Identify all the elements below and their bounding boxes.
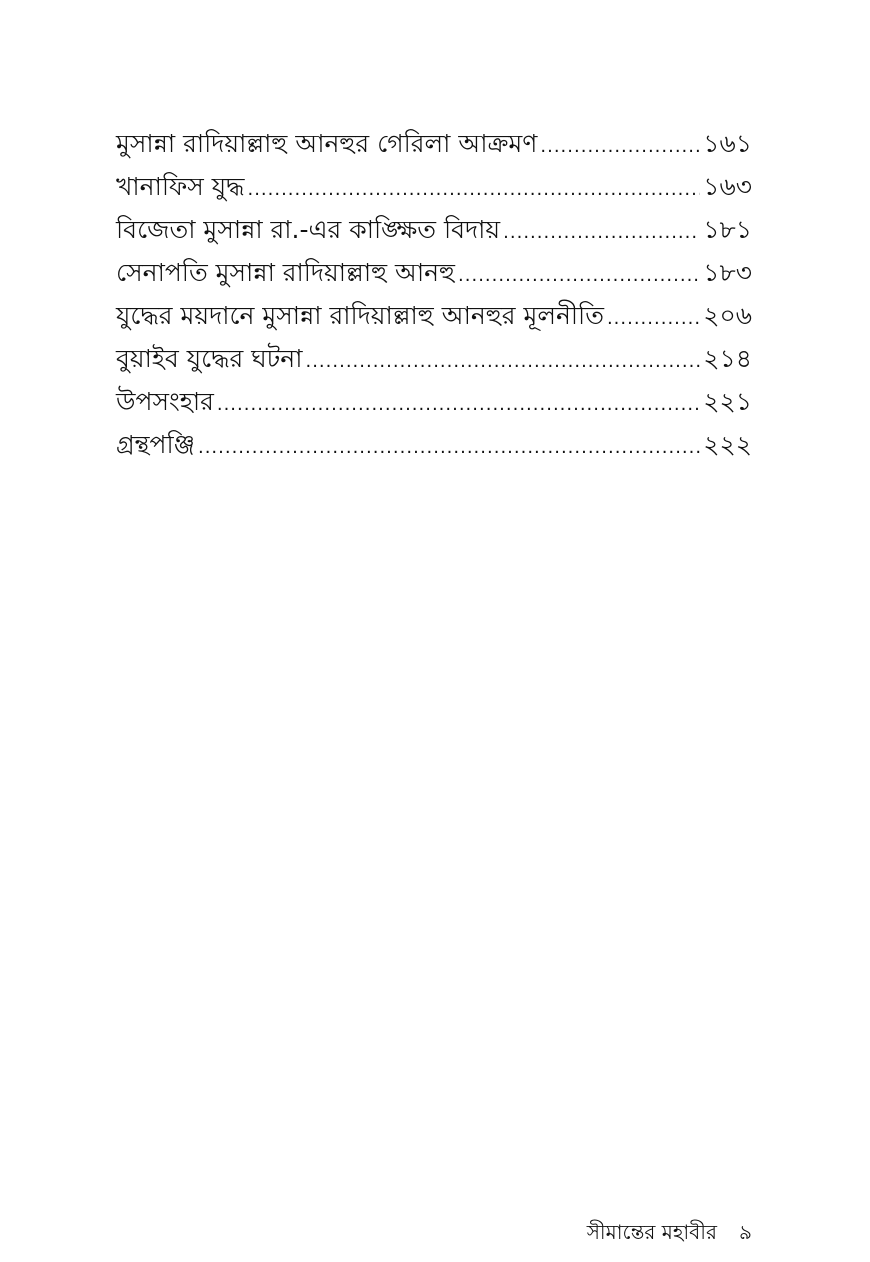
dot-leader bbox=[198, 426, 700, 469]
dot-leader bbox=[458, 254, 700, 297]
dot-leader bbox=[540, 125, 700, 168]
toc-entry-title: যুদ্ধের ময়দানে মুসান্না রাদিয়াল্লাহু আনহুর মূলনীতি bbox=[116, 301, 604, 330]
toc-entry-page: ১৮৩ bbox=[703, 258, 752, 287]
toc-entry[interactable] bbox=[116, 294, 752, 337]
toc-entry[interactable] bbox=[116, 423, 752, 466]
dot-leader bbox=[217, 383, 700, 426]
toc-entry-title: বিজেতা মুসান্না রা.-এর কাঙ্ক্ষিত বিদায় bbox=[116, 215, 501, 244]
toc-entry-title: সেনাপতি মুসান্না রাদিয়াল্লাহু আনহু bbox=[116, 258, 456, 287]
dot-leader bbox=[247, 168, 700, 211]
toc-entry[interactable] bbox=[116, 122, 752, 165]
page-number: ৯ bbox=[739, 1220, 752, 1244]
table-of-contents bbox=[116, 122, 752, 466]
toc-entry[interactable] bbox=[116, 337, 752, 380]
toc-entry[interactable] bbox=[116, 208, 752, 251]
toc-entry-title: মুসান্না রাদিয়াল্লাহু আনহুর গেরিলা আক্রমণ bbox=[116, 129, 538, 158]
toc-entry[interactable] bbox=[116, 165, 752, 208]
dot-leader bbox=[503, 211, 700, 254]
toc-entry-page: ১৬১ bbox=[703, 129, 752, 158]
toc-entry-page: ২২২ bbox=[703, 430, 752, 459]
toc-entry-page: ২১৪ bbox=[703, 344, 752, 373]
dot-leader bbox=[607, 297, 700, 340]
toc-entry-title: গ্রন্থপঞ্জি bbox=[116, 430, 195, 459]
toc-entry[interactable] bbox=[116, 251, 752, 294]
toc-entry-title: বুয়াইব যুদ্ধের ঘটনা bbox=[116, 344, 303, 373]
toc-entry-page: ১৬৩ bbox=[703, 172, 752, 201]
dot-leader bbox=[305, 340, 700, 383]
toc-entry-page: ২২১ bbox=[703, 387, 752, 416]
toc-entry-page: ২০৬ bbox=[703, 301, 752, 330]
running-title: সীমান্তের মহাবীর bbox=[586, 1220, 718, 1244]
toc-entry-title: খানাফিস যুদ্ধ bbox=[116, 172, 245, 201]
page-footer bbox=[587, 1218, 752, 1251]
toc-entry-title: উপসংহার bbox=[116, 387, 214, 416]
toc-entry-page: ১৮১ bbox=[703, 215, 752, 244]
toc-entry[interactable] bbox=[116, 380, 752, 423]
